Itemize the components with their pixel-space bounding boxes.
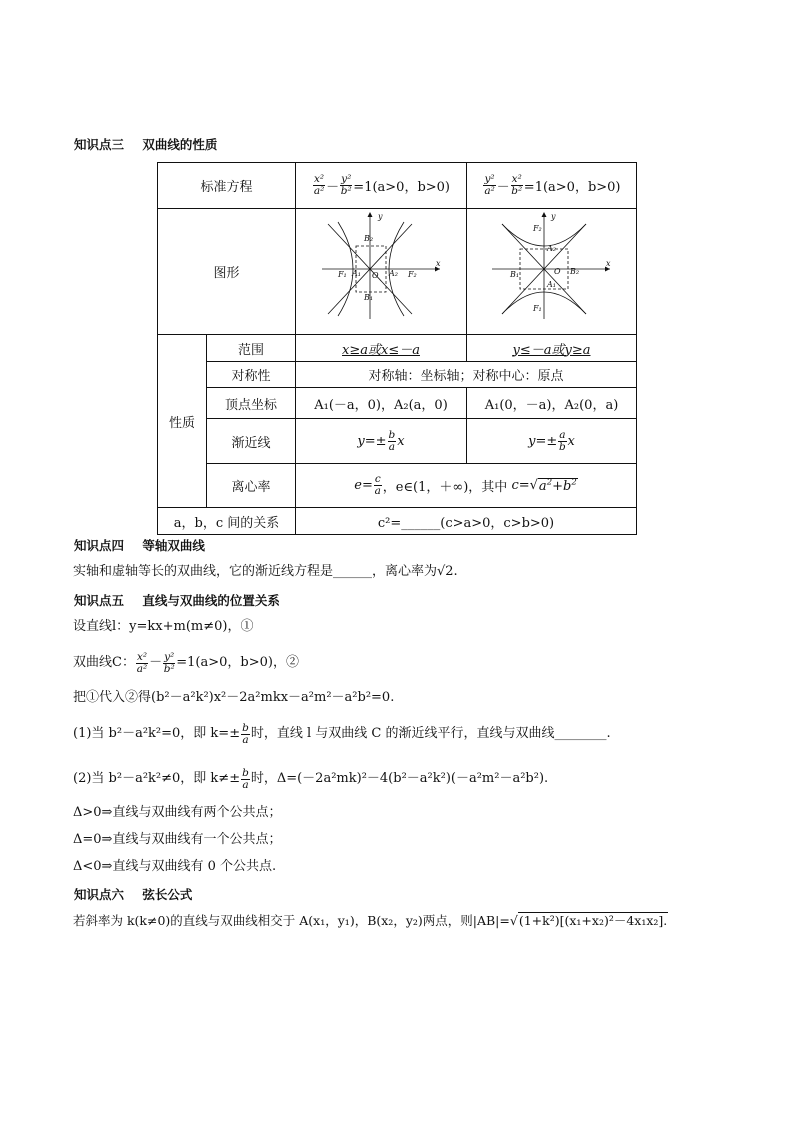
- std-eq-2: $\frac{\text{y²}}{\text{a²}}$ － $\frac{\text{x²}}{\text{b²}}$ =1(a>0，b>0): [484, 173, 621, 197]
- section4-line1: 实轴和虚轴等长的双曲线，它的渐近线方程是______，离心率为√2.: [73, 564, 458, 579]
- g2-f2-label: F₂: [533, 224, 542, 233]
- g1-f1-label: F₁: [338, 270, 347, 279]
- range-label: 范围: [237, 342, 264, 358]
- std-eq-label: 标准方程: [200, 180, 253, 195]
- relation-value: c²=______(c>a>0，c>b>0): [377, 515, 555, 531]
- std-eq-2-rhs: =1(a>0，b>0): [523, 180, 621, 195]
- symmetry-label: 对称性: [231, 369, 271, 384]
- symmetry-value: 对称轴：坐标轴；对称中心：原点: [368, 369, 564, 384]
- g1-b2-label: B₂: [364, 234, 374, 243]
- g2-a1-label: A₁: [547, 280, 556, 289]
- std-eq-1-rhs: =1(a>0，b>0): [353, 180, 451, 195]
- g1-x-label: x: [436, 259, 441, 268]
- std-eq-1: $\frac{\text{x²}}{\text{a²}}$ － $\frac{\text{y²}}{\text{b²}}$ =1(a>0，b>0): [313, 173, 451, 197]
- section5-title: 直线与双曲线的位置关系: [142, 593, 280, 608]
- asymptote-1: y=± $\frac{b}{a}$ x: [357, 428, 405, 453]
- vertex-2: A₁(0，－a)，A₂(0，a): [484, 397, 619, 413]
- eccentricity-value: e= $\frac{c}{a}$ ，e∈(1，＋∞)，其中 c= √ $a^2+b^2$: [354, 473, 577, 497]
- hyperbola-definition: 双曲线C： $\frac{\text{x²}}{\text{a²}}$ － $\frac{\text{y²}}{\text{b²}}$ =1(a>0，b>0)，②: [73, 650, 299, 675]
- graph-label: 图形: [213, 266, 240, 281]
- vertex-1: A₁(－a，0)，A₂(a，0): [314, 397, 448, 413]
- g2-b1-label: B₁: [510, 270, 520, 279]
- section3-title: 双曲线的性质: [142, 137, 218, 152]
- chord-length-formula: 若斜率为 k(k≠0)的直线与双曲线相交于 A(x₁，y₁)，B(x₂，y₂)两点，则|AB|=√(1+k²)[(x₁+x₂)²－4x₁x₂].: [73, 913, 668, 928]
- g1-origin-label: O: [372, 271, 379, 280]
- hyperbola-graph-vertical: [488, 210, 618, 324]
- eccentricity-label: 离心率: [231, 480, 271, 495]
- asymptote-2: y=± $\frac{a}{b}$ x: [528, 428, 575, 453]
- frac-x2-b2: $\frac{\text{x²}}{\text{b²}}$: [511, 173, 523, 197]
- g2-f1-label: F₁: [533, 304, 542, 313]
- delta-zero: Δ=0⇒直线与双曲线有一个公共点；: [73, 832, 282, 847]
- g2-b2-label: B₂: [570, 267, 580, 276]
- range-1: x≥a或x≤－a: [342, 342, 420, 358]
- section5-prefix: 知识点五: [74, 593, 125, 608]
- g1-b1-label: B₁: [364, 293, 374, 302]
- g2-y-label: y: [551, 212, 556, 221]
- case-2: (2)当 b²－a²k²≠0，即 k≠± $\frac{b}{a}$ 时，Δ=(－2a²mk)²－4(b²－a²k²)(－a²m²－a²b²).: [73, 766, 549, 791]
- hyperbola-graph-horizontal: [316, 210, 446, 324]
- section6-prefix: 知识点六: [74, 887, 125, 902]
- section6-title: 弦长公式: [142, 887, 193, 902]
- g1-y-label: y: [378, 212, 383, 221]
- range-2: y≤－a或y≥a: [512, 342, 591, 358]
- line-definition: 设直线l：y=kx+m(m≠0)，①: [73, 619, 254, 634]
- case-1: (1)当 b²－a²k²=0，即 k=± $\frac{b}{a}$ 时，直线 l 与双曲线 C 的渐近线平行，直线与双曲线________.: [73, 721, 611, 746]
- frac-x2-a2: $\frac{\text{x²}}{\text{a²}}$: [313, 173, 325, 197]
- section4-heading: [74, 538, 205, 554]
- frac-y2-a2: $\frac{\text{y²}}{\text{a²}}$: [484, 173, 495, 197]
- g2-origin-label: O: [554, 267, 561, 276]
- substitution: 把①代入②得(b²－a²k²)x²－2a²mkx－a²m²－a²b²=0.: [73, 690, 395, 705]
- asymptote-label: 渐近线: [231, 435, 271, 451]
- delta-negative: Δ<0⇒直线与双曲线有 0 个公共点.: [73, 859, 277, 874]
- vertex-label: 顶点坐标: [224, 397, 277, 413]
- section5-heading: [74, 593, 280, 609]
- section4-title: 等轴双曲线: [142, 538, 205, 553]
- frac-b-a: $\frac{b}{a}$: [388, 428, 396, 453]
- g2-x-label: x: [606, 259, 611, 268]
- g1-f2-label: F₂: [408, 270, 417, 279]
- delta-positive: Δ>0⇒直线与双曲线有两个公共点；: [73, 805, 282, 820]
- frac-a-b: $\frac{a}{b}$: [559, 428, 566, 453]
- relation-label: a，b，c 间的关系: [173, 515, 280, 531]
- properties-label: 性质: [168, 415, 195, 431]
- g1-a1-label: A₁: [352, 269, 361, 278]
- frac-c-a: $\frac{c}{a}$: [374, 473, 381, 497]
- section3-prefix: 知识点三: [74, 137, 125, 152]
- g2-a2-label: A₂: [547, 244, 556, 253]
- section4-prefix: 知识点四: [74, 538, 125, 553]
- section6-heading: [74, 887, 192, 903]
- g1-a2-label: A₂: [389, 269, 398, 278]
- frac-y2-b2: $\frac{\text{y²}}{\text{b²}}$: [340, 173, 352, 197]
